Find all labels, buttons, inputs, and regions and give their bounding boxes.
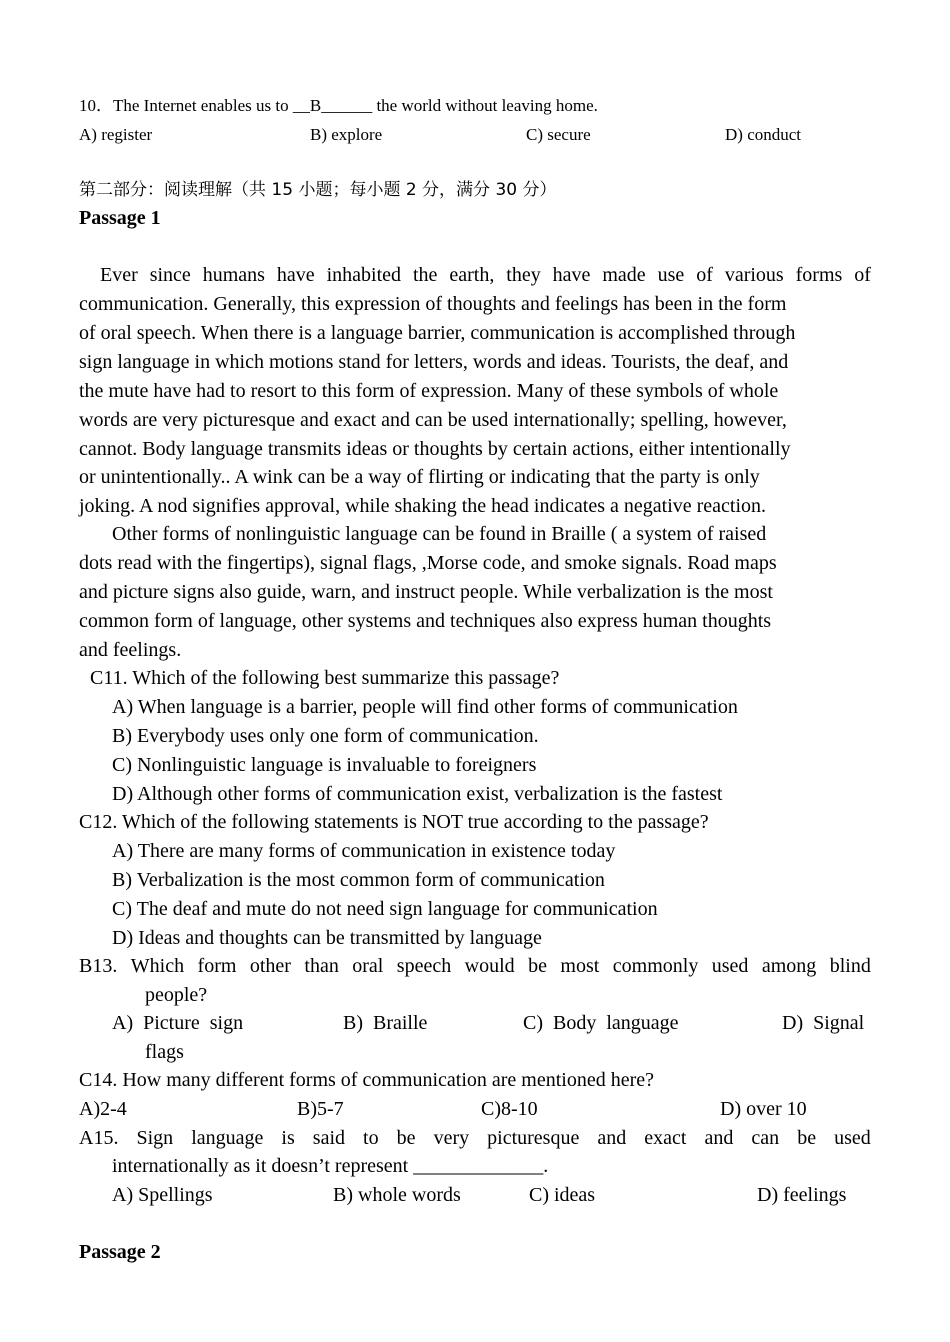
q14-option-d: D) over 10	[720, 1098, 807, 1120]
q11-option-d: D) Although other forms of communication exist, verbalization is the fastest	[112, 783, 723, 805]
q15-stem-word: can	[751, 1127, 780, 1149]
passage1-word: various	[724, 264, 784, 286]
q13-stem-cont: people?	[145, 984, 208, 1006]
q13-stem-word: B13.	[79, 955, 118, 977]
q10-option-c: C) secure	[526, 125, 591, 144]
q13-stem-word: would	[464, 955, 515, 977]
passage1-word: since	[149, 264, 191, 286]
q13-option-a: A) Picture sign	[112, 1012, 244, 1034]
passage1-word: Ever	[100, 264, 138, 286]
passage1-word: have	[276, 264, 315, 286]
q15-stem-word: said	[312, 1127, 346, 1149]
q15-option-b: B) whole words	[333, 1184, 461, 1206]
passage1-line: and feelings.	[79, 639, 182, 661]
passage1-line	[100, 263, 871, 287]
q13-option-c: C) Body language	[523, 1012, 679, 1034]
passage1-line: of oral speech. When there is a language barrier, communication is accomplished through	[79, 322, 796, 344]
q10-stem: 10．The Internet enables us to __B______ the world without leaving home.	[79, 96, 598, 115]
q12-option-d: D) Ideas and thoughts can be transmitted by language	[112, 927, 542, 949]
passage1-line: common form of language, other systems and techniques also express human thoughts	[79, 610, 772, 632]
q15-stem-word: language	[191, 1127, 264, 1149]
q15-stem-word: and	[597, 1127, 627, 1149]
passage1-line: words are very picturesque and exact and can be used internationally; spelling, however,	[79, 409, 787, 431]
q14-option-b: B)5-7	[297, 1098, 344, 1120]
q12-option-a: A) There are many forms of communication in existence today	[112, 840, 616, 862]
q10-option-d: D) conduct	[725, 125, 802, 144]
passage2-title: Passage 2	[79, 1241, 161, 1263]
q11-option-b: B) Everybody uses only one form of communication.	[112, 725, 539, 747]
q14-option-a: A)2-4	[79, 1098, 127, 1120]
q15-stem-word: is	[281, 1127, 295, 1149]
passage1-word: the	[412, 264, 438, 286]
passage1-line: or unintentionally.. A wink can be a way of flirting or indicating that the party is only	[79, 466, 760, 488]
q15-option-c: C) ideas	[529, 1184, 596, 1206]
q13-stem-word: than	[304, 955, 339, 977]
q13-stem	[79, 954, 871, 978]
passage1-word: have	[552, 264, 591, 286]
passage1-line: communication. Generally, this expression of thoughts and feelings has been in the form	[79, 293, 787, 315]
passage1-title: Passage 1	[79, 207, 161, 229]
q11-option-c: C) Nonlinguistic language is invaluable to foreigners	[112, 754, 537, 776]
q13-stem-word: among	[761, 955, 817, 977]
passage1-word: of	[854, 264, 871, 286]
q15-option-a: A) Spellings	[112, 1184, 213, 1206]
q14-option-c: C)8-10	[481, 1098, 538, 1120]
q15-stem-word: and	[704, 1127, 734, 1149]
q12-option-c: C) The deaf and mute do not need sign language for communication	[112, 898, 658, 920]
passage1-word: inhabited	[326, 264, 402, 286]
passage1-word: of	[696, 264, 713, 286]
q15-stem-word: very	[433, 1127, 470, 1149]
q13-stem-word: most	[560, 955, 600, 977]
q15-stem-word: used	[834, 1127, 871, 1149]
q15-stem-word: be	[797, 1127, 817, 1149]
passage1-word: made	[602, 264, 646, 286]
q15-stem-word: Sign	[136, 1127, 174, 1149]
q13-stem-word: be	[528, 955, 547, 977]
q15-stem-cont: internationally as it doesn’t represent _____________.	[112, 1155, 549, 1177]
passage1-line: cannot. Body language transmits ideas or thoughts by certain actions, either intentionally	[79, 438, 791, 460]
q13-stem-word: used	[711, 955, 749, 977]
q11-option-a: A) When language is a barrier, people will find other forms of communication	[112, 696, 738, 718]
q15-stem-word: picturesque	[487, 1127, 580, 1149]
q15-option-d: D) feelings	[757, 1184, 847, 1206]
passage1-word: they	[506, 264, 541, 286]
q10-option-b: B) explore	[310, 125, 383, 144]
q13-option-b: B) Braille	[343, 1012, 428, 1034]
q15-stem-word: exact	[644, 1127, 687, 1149]
q13-option-d-cont: flags	[145, 1041, 184, 1063]
q13-stem-word: commonly	[612, 955, 699, 977]
q13-stem-word: oral	[352, 955, 384, 977]
passage1-line: and picture signs also guide, warn, and instruct people. While verbalization is the most	[79, 581, 773, 603]
passage1-word: earth,	[449, 264, 495, 286]
q15-stem-word: be	[396, 1127, 416, 1149]
passage1-line: Other forms of nonlinguistic language can be found in Braille ( a system of raised	[112, 523, 767, 545]
q13-stem-word: other	[249, 955, 291, 977]
passage1-line: sign language in which motions stand for letters, words and ideas. Tourists, the deaf, and	[79, 351, 789, 373]
passage1-word: humans	[202, 264, 265, 286]
q15-stem-word: to	[363, 1127, 379, 1149]
passage1-word: use	[657, 264, 685, 286]
q13-stem-word: blind	[829, 955, 871, 977]
q14-stem: C14. How many different forms of communication are mentioned here?	[79, 1069, 655, 1091]
q13-stem-word: form	[197, 955, 237, 977]
q10-option-a: A) register	[79, 125, 153, 144]
part2-header: 第二部分：阅读理解（共 15 小题；每小题 2 分，满分 30 分）	[79, 180, 557, 200]
passage1-line: the mute have had to resort to this form of expression. Many of these symbols of whole	[79, 380, 779, 402]
passage1-line: joking. A nod signifies approval, while shaking the head indicates a negative reaction.	[79, 495, 767, 517]
q12-stem: C12. Which of the following statements is NOT true according to the passage?	[79, 811, 709, 833]
q13-stem-word: Which	[130, 955, 185, 977]
q12-option-b: B) Verbalization is the most common form of communication	[112, 869, 605, 891]
q13-option-d: D) Signal	[782, 1012, 865, 1034]
passage1-line: dots read with the fingertips), signal flags, ,Morse code, and smoke signals. Road maps	[79, 552, 777, 574]
passage1-word: forms	[795, 264, 843, 286]
q11-stem: C11. Which of the following best summarize this passage?	[90, 667, 560, 689]
q13-stem-word: speech	[396, 955, 452, 977]
q15-stem	[79, 1126, 871, 1150]
q15-stem-word: A15.	[79, 1127, 119, 1149]
